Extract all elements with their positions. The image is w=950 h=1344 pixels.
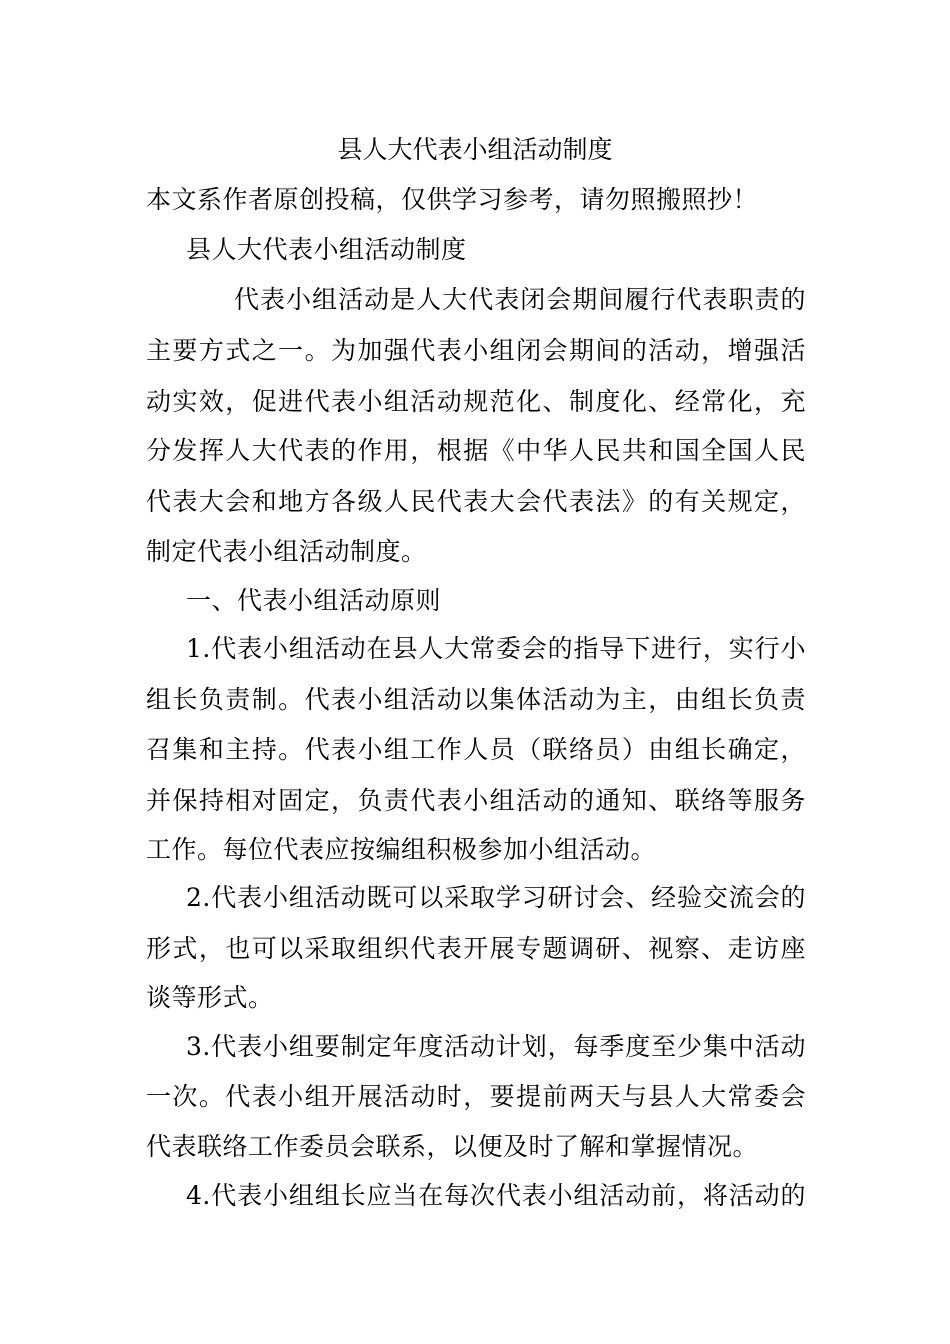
- paragraph-line: 动实效，促进代表小组活动规范化、制度化、经常化，充: [146, 387, 806, 416]
- paragraph-line: 制定代表小组活动制度。: [146, 537, 427, 566]
- paragraph-line: 2.代表小组活动既可以采取学习研讨会、经验交流会的: [186, 883, 806, 912]
- paragraph-line: 一次。代表小组开展活动时，要提前两天与县人大常委会: [146, 1082, 806, 1111]
- paragraph-line: 工作。每位代表应按编组积极参加小组活动。: [146, 835, 657, 864]
- paragraph-line: 代表联络工作委员会联系，以便及时了解和掌握情况。: [146, 1132, 759, 1161]
- paragraph-line: 主要方式之一。为加强代表小组闭会期间的活动，增强活: [146, 336, 806, 365]
- paragraph-line: 召集和主持。代表小组工作人员（联络员）由组长确定，: [146, 735, 806, 764]
- paragraph-line: 3.代表小组要制定年度活动计划，每季度至少集中活动: [186, 1032, 806, 1061]
- document-subtitle: 县人大代表小组活动制度: [186, 235, 467, 264]
- section-heading: 一、代表小组活动原则: [186, 586, 442, 615]
- paragraph-line: 代表小组活动是人大代表闭会期间履行代表职责的: [234, 285, 806, 314]
- paragraph-line: 4.代表小组组长应当在每次代表小组活动前，将活动的: [186, 1181, 806, 1210]
- paragraph-line: 形式，也可以采取组织代表开展专题调研、视察、走访座: [146, 934, 806, 963]
- paragraph-line: 谈等形式。: [146, 983, 274, 1012]
- paragraph-line: 1.代表小组活动在县人大常委会的指导下进行，实行小: [186, 634, 806, 663]
- paragraph-line: 代表大会和地方各级人民代表大会代表法》的有关规定，: [146, 487, 806, 516]
- paragraph-line: 并保持相对固定，负责代表小组活动的通知、联络等服务: [146, 786, 806, 815]
- copyright-notice: 本文系作者原创投稿，仅供学习参考，请勿照搬照抄！: [146, 185, 759, 214]
- document-title: 县人大代表小组活动制度: [337, 135, 613, 164]
- paragraph-line: 组长负责制。代表小组活动以集体活动为主，由组长负责: [146, 685, 806, 714]
- paragraph-line: 分发挥人大代表的作用，根据《中华人民共和国全国人民: [146, 436, 806, 465]
